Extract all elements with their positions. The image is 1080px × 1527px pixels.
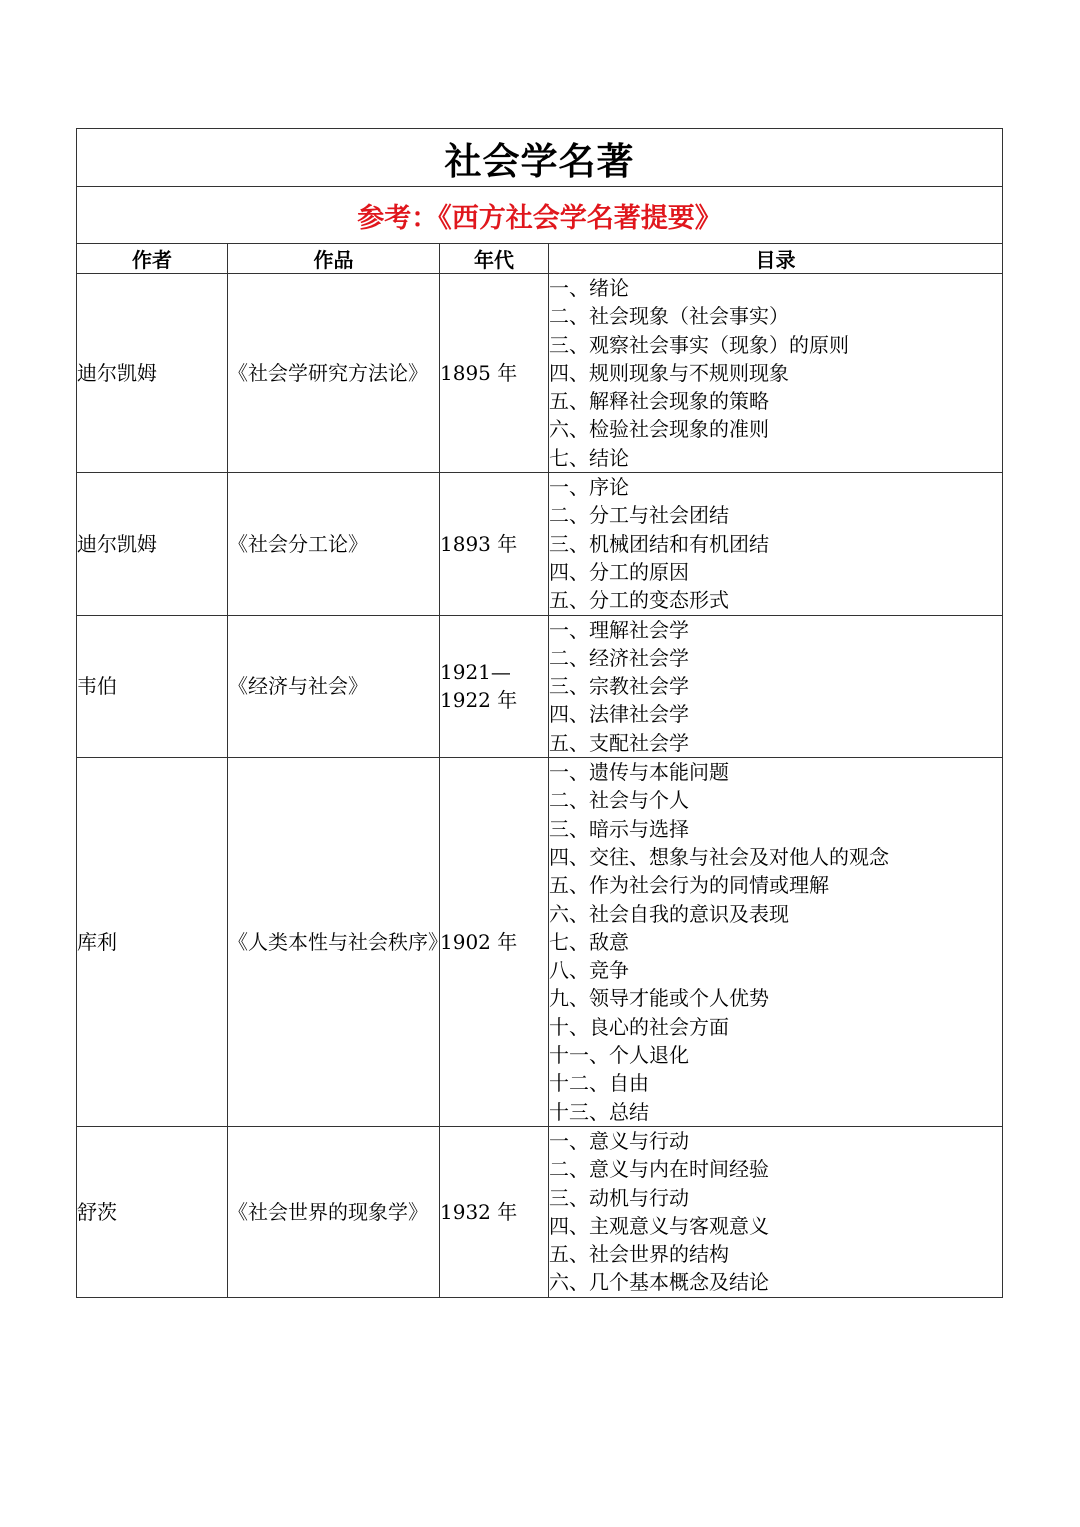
year-cell: 1902 年 xyxy=(440,758,549,1127)
column-header-author: 作者 xyxy=(77,244,228,274)
toc-item: 十三、总结 xyxy=(549,1099,649,1124)
toc-item: 二、社会现象（社会事实） xyxy=(549,304,789,329)
work-cell: 《人类本性与社会秩序》 xyxy=(228,758,440,1127)
toc-item: 一、绪论 xyxy=(549,276,629,300)
work-cell: 《经济与社会》 xyxy=(228,615,440,757)
document-title: 社会学名著 xyxy=(77,129,1003,187)
toc-item: 五、作为社会行为的同情或理解 xyxy=(549,873,829,898)
column-header-toc: 目录 xyxy=(549,244,1003,274)
toc-item: 一、序论 xyxy=(549,475,629,500)
toc-item: 十、良心的社会方面 xyxy=(549,1014,729,1039)
year-cell: 1932 年 xyxy=(440,1126,549,1297)
year-cell: 1893 年 xyxy=(440,473,549,615)
author-cell: 韦伯 xyxy=(77,615,228,757)
toc-item: 五、解释社会现象的策略 xyxy=(549,389,769,414)
toc-item: 三、动机与行动 xyxy=(549,1185,689,1210)
toc-item: 二、意义与内在时间经验 xyxy=(549,1157,769,1182)
toc-item: 十一、个人退化 xyxy=(549,1043,689,1068)
toc-item: 七、敌意 xyxy=(549,929,629,954)
toc-item: 一、意义与行动 xyxy=(549,1128,689,1153)
year-cell: 1921—1922 年 xyxy=(440,615,549,757)
toc-cell xyxy=(549,473,1003,615)
toc-item: 九、领导才能或个人优势 xyxy=(549,986,769,1011)
toc-item: 六、检验社会现象的准则 xyxy=(549,417,769,442)
toc-item: 二、分工与社会团结 xyxy=(549,503,729,528)
author-cell: 舒茨 xyxy=(77,1126,228,1297)
work-cell: 《社会世界的现象学》 xyxy=(228,1126,440,1297)
toc-item: 一、遗传与本能问题 xyxy=(549,760,729,785)
toc-item: 四、交往、想象与社会及对他人的观念 xyxy=(549,844,889,869)
column-header-year: 年代 xyxy=(440,244,549,274)
table-row xyxy=(77,1126,1003,1297)
year-cell: 1895 年 xyxy=(440,274,549,473)
toc-item: 八、竞争 xyxy=(549,958,629,983)
toc-item: 五、支配社会学 xyxy=(549,730,689,755)
work-cell: 《社会分工论》 xyxy=(228,473,440,615)
author-cell: 库利 xyxy=(77,758,228,1127)
toc-item: 三、暗示与选择 xyxy=(549,816,689,841)
author-cell: 迪尔凯姆 xyxy=(77,473,228,615)
toc-item: 二、社会与个人 xyxy=(549,788,689,813)
toc-item: 五、社会世界的结构 xyxy=(549,1242,729,1267)
table-row xyxy=(77,615,1003,757)
table-row xyxy=(77,758,1003,1127)
toc-item: 四、规则现象与不规则现象 xyxy=(549,360,789,385)
toc-item: 六、几个基本概念及结论 xyxy=(549,1270,769,1295)
table-header-row xyxy=(77,244,1003,274)
toc-item: 四、分工的原因 xyxy=(549,559,689,584)
document-page xyxy=(76,128,1002,1298)
toc-item: 七、结论 xyxy=(549,445,629,470)
toc-item: 四、法律社会学 xyxy=(549,702,689,727)
column-header-work: 作品 xyxy=(228,244,440,274)
toc-cell xyxy=(549,615,1003,757)
toc-item: 三、宗教社会学 xyxy=(549,674,689,699)
toc-item: 十二、自由 xyxy=(549,1071,649,1096)
author-cell: 迪尔凯姆 xyxy=(77,274,228,473)
toc-item: 五、分工的变态形式 xyxy=(549,588,729,613)
toc-item: 二、经济社会学 xyxy=(549,645,689,670)
toc-cell xyxy=(549,1126,1003,1297)
toc-cell xyxy=(549,274,1003,473)
work-cell: 《社会学研究方法论》 xyxy=(228,274,440,473)
toc-item: 四、主观意义与客观意义 xyxy=(549,1213,769,1238)
toc-item: 三、机械团结和有机团结 xyxy=(549,531,769,556)
toc-item: 三、观察社会事实（现象）的原则 xyxy=(549,332,849,357)
sociology-classics-table xyxy=(76,128,1003,1298)
table-row xyxy=(77,473,1003,615)
toc-item: 六、社会自我的意识及表现 xyxy=(549,901,789,926)
reference-line: 参考：《西方社会学名著提要》 xyxy=(77,187,1003,244)
toc-cell xyxy=(549,758,1003,1127)
table-row xyxy=(77,274,1003,473)
toc-item: 一、理解社会学 xyxy=(549,617,689,642)
